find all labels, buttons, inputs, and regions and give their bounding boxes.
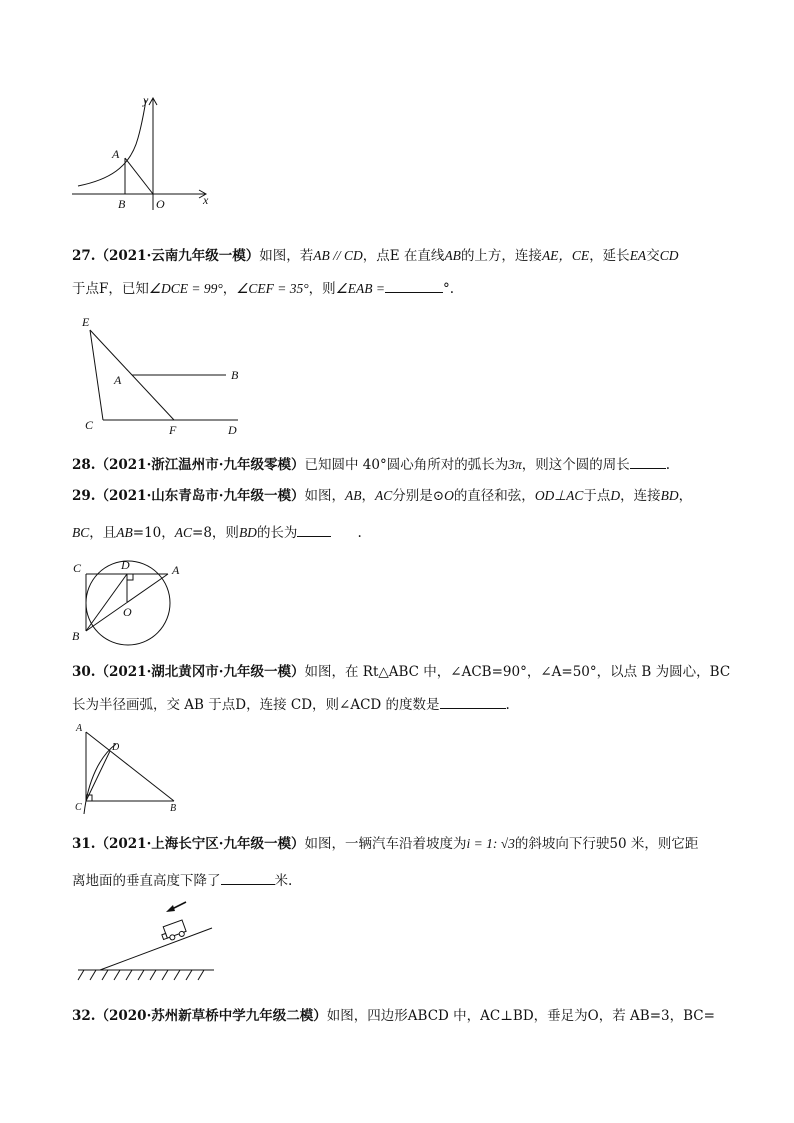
question-source: （2021·云南九年级一模） [95,248,260,264]
math: AB [116,525,133,540]
question-source: （2020·苏州新草桥中学九年级二模） [95,1008,327,1024]
math: BD [660,488,679,503]
text: . [665,457,671,473]
text: 米. [274,873,293,889]
math: OD⊥AC [534,488,584,503]
math: BC [72,525,90,540]
math: AB [344,488,362,503]
math: AB // CD [313,248,363,263]
label-a: A [172,563,180,577]
math: AC [174,525,193,540]
label-o: O [123,605,132,619]
answer-blank[interactable] [385,278,443,293]
right-triangle-figure [72,720,188,814]
label-b: B [72,629,80,643]
circle-figure [68,556,194,646]
text: 如图，若 [259,248,314,264]
question-29 [72,486,732,506]
question-source: （2021·山东青岛市·九年级一模） [95,488,305,504]
question-source: （2021·浙江温州市·九年级零模） [95,457,305,473]
arc-bc [84,744,116,814]
question-number: 32. [72,1008,96,1024]
question-number: 28. [72,457,96,473]
question-28 [72,454,732,475]
label-f: F [169,423,177,437]
segment-ec [90,330,103,420]
text: 于点F，已知 [72,281,149,297]
text: ，则 [308,281,336,297]
math: i = 1: √3 [466,836,515,851]
text: 如图，在 Rt△ABC 中，∠ACB=90°，∠A=50°，以点 B 为圆心，BC [304,664,731,680]
label-x: x [203,193,209,207]
text: ，则这个圆的周长 [521,457,630,473]
math: AB [444,248,461,263]
math: CD [659,248,679,263]
arrow-down-left-icon [166,902,186,912]
hyperbola-figure [68,92,218,212]
question-30 [72,662,732,682]
text: ， [222,281,237,297]
text: 如图，四边形ABCD 中，AC⊥BD，垂足为O，若 AB=3，BC= [326,1008,715,1024]
label-o: O [156,197,165,211]
car-icon [159,920,187,943]
slope-figure [74,884,222,984]
text: 长为半径画弧，交 AB 于点D，连接 CD，则∠ACD 的度数是 [72,697,440,713]
text: 已知圆中 40°圆心角所对的弧长为 [304,457,509,473]
text: 的长为 [256,525,298,541]
question-number: 29. [72,488,96,504]
answer-blank[interactable] [440,694,506,709]
label-a: A [112,147,120,161]
text: . [357,525,362,541]
text: 分别是⊙ [392,488,445,504]
label-b: B [231,368,239,382]
label-d: D [112,742,120,753]
ground-hatching [78,970,204,980]
label-a: A [114,373,122,387]
math: ∠DCE = 99° [148,281,223,296]
question-source: （2021·湖北黄冈市·九年级一模） [95,664,305,680]
question-number: 30. [72,664,96,680]
question-27-line2 [72,278,732,299]
question-number: 27. [72,248,96,264]
segment-cd [86,751,110,801]
text: 的斜坡向下行驶50 米，则它距 [514,836,699,852]
text: °. [442,281,454,297]
label-b: B [118,197,126,211]
question-32 [72,1006,732,1026]
math: ∠EAB = [335,281,385,296]
text: =8，则 [192,525,239,541]
text: ， [361,488,375,504]
segment-ao [125,158,153,194]
answer-blank[interactable] [630,454,666,469]
parallel-lines-figure [74,308,254,438]
question-source: （2021·上海长宁区·九年级一模） [95,836,305,852]
answer-blank[interactable] [297,522,331,537]
text: ，点E 在直线 [362,248,445,264]
text: 如图， [304,488,345,504]
text: 的上方，连接 [460,248,542,264]
segment-ab [86,732,174,801]
math: AE，CE [541,248,590,263]
label-c: C [75,802,82,813]
question-30-line2 [72,694,732,715]
slope-line [100,928,212,970]
question-number: 31. [72,836,96,852]
label-b: B [170,803,177,814]
math: BD [238,525,257,540]
math: 3π [508,457,522,472]
text: . [505,697,510,713]
label-d: D [121,558,130,572]
text: 如图，一辆汽车沿着坡度为 [304,836,467,852]
text: 交 [646,248,660,264]
text: =10， [132,525,175,541]
question-27 [72,246,732,266]
label-c: C [73,561,82,575]
text: ，延长 [589,248,630,264]
math: AC [374,488,393,503]
right-angle-mark [127,574,133,580]
label-c: C [85,418,94,432]
math: O [444,488,454,503]
question-29-line2 [72,522,732,543]
label-e: E [82,315,90,329]
question-31 [72,834,732,854]
math: ∠CEF = 35° [236,281,309,296]
text: 于点 [583,488,611,504]
text: ， [678,488,693,504]
math: EA [629,248,647,263]
text: ，且 [89,525,117,541]
answer-blank[interactable] [221,870,275,885]
hyperbola-curve [78,100,146,186]
text: 离地面的垂直高度下降了 [72,873,221,889]
segment-bd [86,574,127,631]
label-a: A [76,723,83,734]
math: D [610,488,621,503]
text: 的直径和弦， [453,488,535,504]
label-y: y [143,93,149,107]
label-d: D [228,423,237,437]
text: ，连接 [620,488,661,504]
